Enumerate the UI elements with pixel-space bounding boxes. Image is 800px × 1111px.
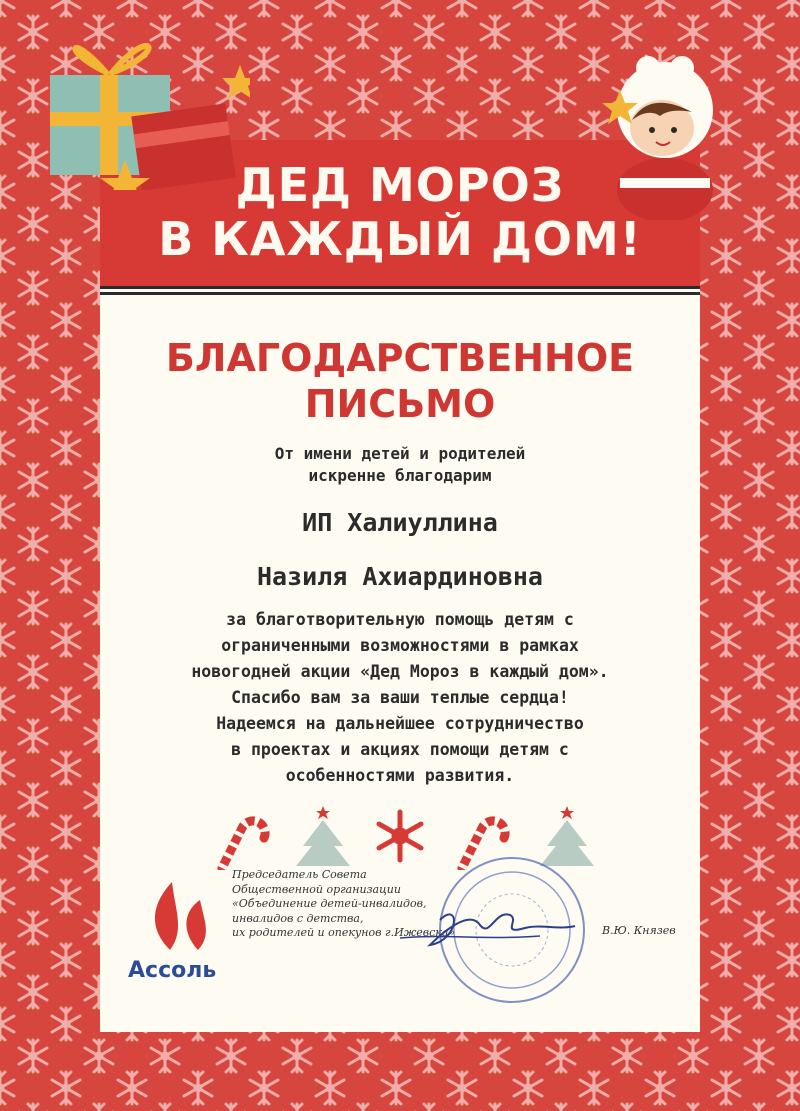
body-line: в проектах и акциях помощи детям с: [231, 740, 569, 759]
signatory-line: их родителей и опекунов г.Ижевска»: [232, 926, 456, 939]
body-line: Спасибо вам за ваши теплые сердца!: [231, 688, 569, 707]
body-line: за благотворительную помощь детям с: [226, 610, 574, 629]
body-line: Надеемся на дальнейшее сотрудничество: [216, 714, 584, 733]
intro-line-1: От имени детей и родителей: [274, 444, 526, 463]
document-title-line-1: БЛАГОДАРСТВЕННОЕ: [165, 336, 635, 380]
event-title-line-1: ДЕД МОРОЗ: [235, 158, 565, 212]
candy-cane-icon: [222, 821, 265, 868]
body-line: особенностями развития.: [285, 766, 515, 785]
recipient-line-1: ИП Халиуллина: [302, 508, 498, 537]
event-title-line-2: В КАЖДЫЙ ДОМ!: [158, 212, 642, 266]
body-line: новогодней акции «Дед Мороз в каждый дом».: [191, 662, 609, 681]
signatory-line: «Объединение детей-инвалидов,: [232, 897, 427, 910]
document-title-line-2: ПИСЬМО: [304, 382, 496, 426]
assol-logo-icon: [140, 880, 230, 960]
body-line: ограниченными возможностями в рамках: [221, 636, 579, 655]
christmas-tree-icon: [296, 806, 350, 866]
signatory-line: инвалидов с детства,: [232, 911, 364, 925]
recipient-line-2: Назиля Ахиардиновна: [257, 562, 543, 591]
signatory-line: Общественной организации: [232, 882, 401, 896]
organization-stamp: [400, 850, 600, 1010]
banner-divider: [100, 286, 700, 300]
logo-text: Ассоль: [128, 958, 217, 983]
intro-line-2: искренне благодарим: [308, 466, 492, 485]
signer-name: В.Ю. Князев: [602, 924, 676, 937]
signatory-line: Председатель Совета: [232, 868, 367, 881]
